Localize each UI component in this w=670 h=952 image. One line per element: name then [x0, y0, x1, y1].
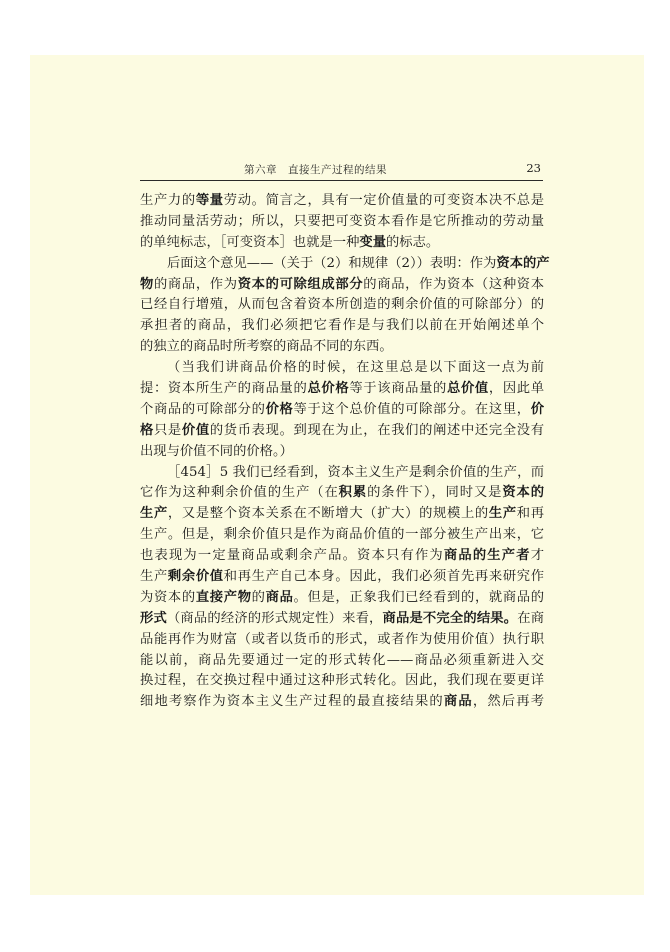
- body-text: [140, 191, 550, 713]
- emphasis-text: 商品是不完全的结果。: [382, 610, 518, 626]
- text-line: 已经自行增殖，从而包含着资本所创造的剩余价值的可除部分）的: [140, 297, 544, 313]
- running-header: [140, 160, 543, 181]
- text-line: 的单纯标志，［可变资本］也就是一种变量的标志。: [140, 234, 440, 250]
- emphasis-text: 变量: [359, 234, 386, 250]
- text-line: 细地考察作为资本主义生产过程的最直接结果的商品，然后再考: [140, 694, 545, 710]
- text-line: 它作为这种剩余价值的生产（在积累的条件下），同时又是资本的: [140, 485, 545, 501]
- chapter-title: 第六章 直接生产过程的结果: [244, 164, 387, 176]
- page-number: 23: [526, 161, 541, 175]
- text-line: 提：资本所生产的商品量的总价格等于该商品量的总价值，因此单: [140, 381, 545, 397]
- emphasis-text: 生产: [488, 506, 517, 522]
- emphasis-text: 格: [140, 422, 154, 438]
- emphasis-text: 总价格: [307, 381, 350, 397]
- emphasis-text: 直接产物: [195, 589, 252, 605]
- text-line: 出现与价值不同的价格。）: [140, 443, 293, 459]
- text-line: 生产。但是，剩余价值只是作为商品价值的一部分被生产出来，它: [140, 527, 544, 543]
- emphasis-text: 价值: [181, 422, 210, 438]
- text-line: 后面这个意见——（关于（2）和规律（2））表明：作为资本的产: [167, 255, 550, 271]
- emphasis-text: 资本的: [502, 485, 545, 501]
- emphasis-text: 物: [140, 276, 154, 292]
- text-line: 承担者的商品，我们必须把它看作是与我们以前在开始阐述单个: [140, 318, 544, 334]
- emphasis-text: 生产: [140, 506, 168, 522]
- emphasis-text: 资本的可除组成部分: [237, 276, 364, 292]
- text-line: 的独立的商品时所考察的商品不同的东西。: [140, 339, 393, 355]
- text-line: （当我们讲商品价格的时候，在这里总是以下面这一点为前: [167, 360, 544, 376]
- emphasis-text: 资本的产: [496, 255, 550, 271]
- text-line: 生产剩余价值和再生产自己本身。因此，我们必须首先再来研究作: [140, 569, 545, 585]
- text-line: 物的商品，作为资本的可除组成部分的商品，作为资本（这种资本: [140, 276, 545, 292]
- text-line: 换过程，在交换过程中通过这种形式转化。因此，我们现在要更详: [140, 673, 544, 689]
- emphasis-text: 等量: [195, 193, 224, 208]
- text-line: 也表现为一定量商品或剩余产品。资本只有作为商品的生产者才: [140, 548, 545, 564]
- text-line: 生产力的等量劳动。简言之，具有一定价值量的可变资本决不总是: [140, 193, 545, 208]
- emphasis-text: 商品的生产者: [443, 548, 531, 564]
- text-line: 生产，又是整个资本关系在不断增大（扩大）的规模上的生产和再: [140, 506, 545, 522]
- text-line: 品能再作为财富（或者以货币的形式，或者作为使用价值）执行职: [140, 631, 544, 647]
- text-line: 格只是价值的货币表现。到现在为止，在我们的阐述中还完全没有: [140, 422, 545, 438]
- text-line: ［454］5 我们已经看到，资本主义生产是剩余价值的生产，而: [167, 464, 544, 480]
- emphasis-text: 剩余价值: [167, 569, 224, 585]
- emphasis-text: 价: [530, 401, 545, 417]
- emphasis-text: 形式: [140, 610, 167, 626]
- emphasis-text: 总价值: [447, 381, 489, 397]
- text-line: 为资本的直接产物的商品。但是，正象我们已经看到的，就商品的: [140, 589, 545, 605]
- emphasis-text: 积累: [338, 485, 368, 501]
- emphasis-text: 价格: [265, 401, 294, 417]
- text-line: 推动同量活劳动；所以，只要把可变资本看作是它所推动的劳动量: [140, 213, 544, 229]
- text-line: 个商品的可除部分的价格等于这个总价值的可除部分。在这里，价: [140, 401, 545, 417]
- emphasis-text: 商品: [443, 694, 473, 710]
- text-line: 能以前，商品先要通过一定的形式转化——商品必须重新进入交: [140, 652, 544, 668]
- text-line: 形式（商品的经济的形式规定性）来看，商品是不完全的结果。在商: [140, 610, 545, 626]
- emphasis-text: 商品: [265, 589, 294, 605]
